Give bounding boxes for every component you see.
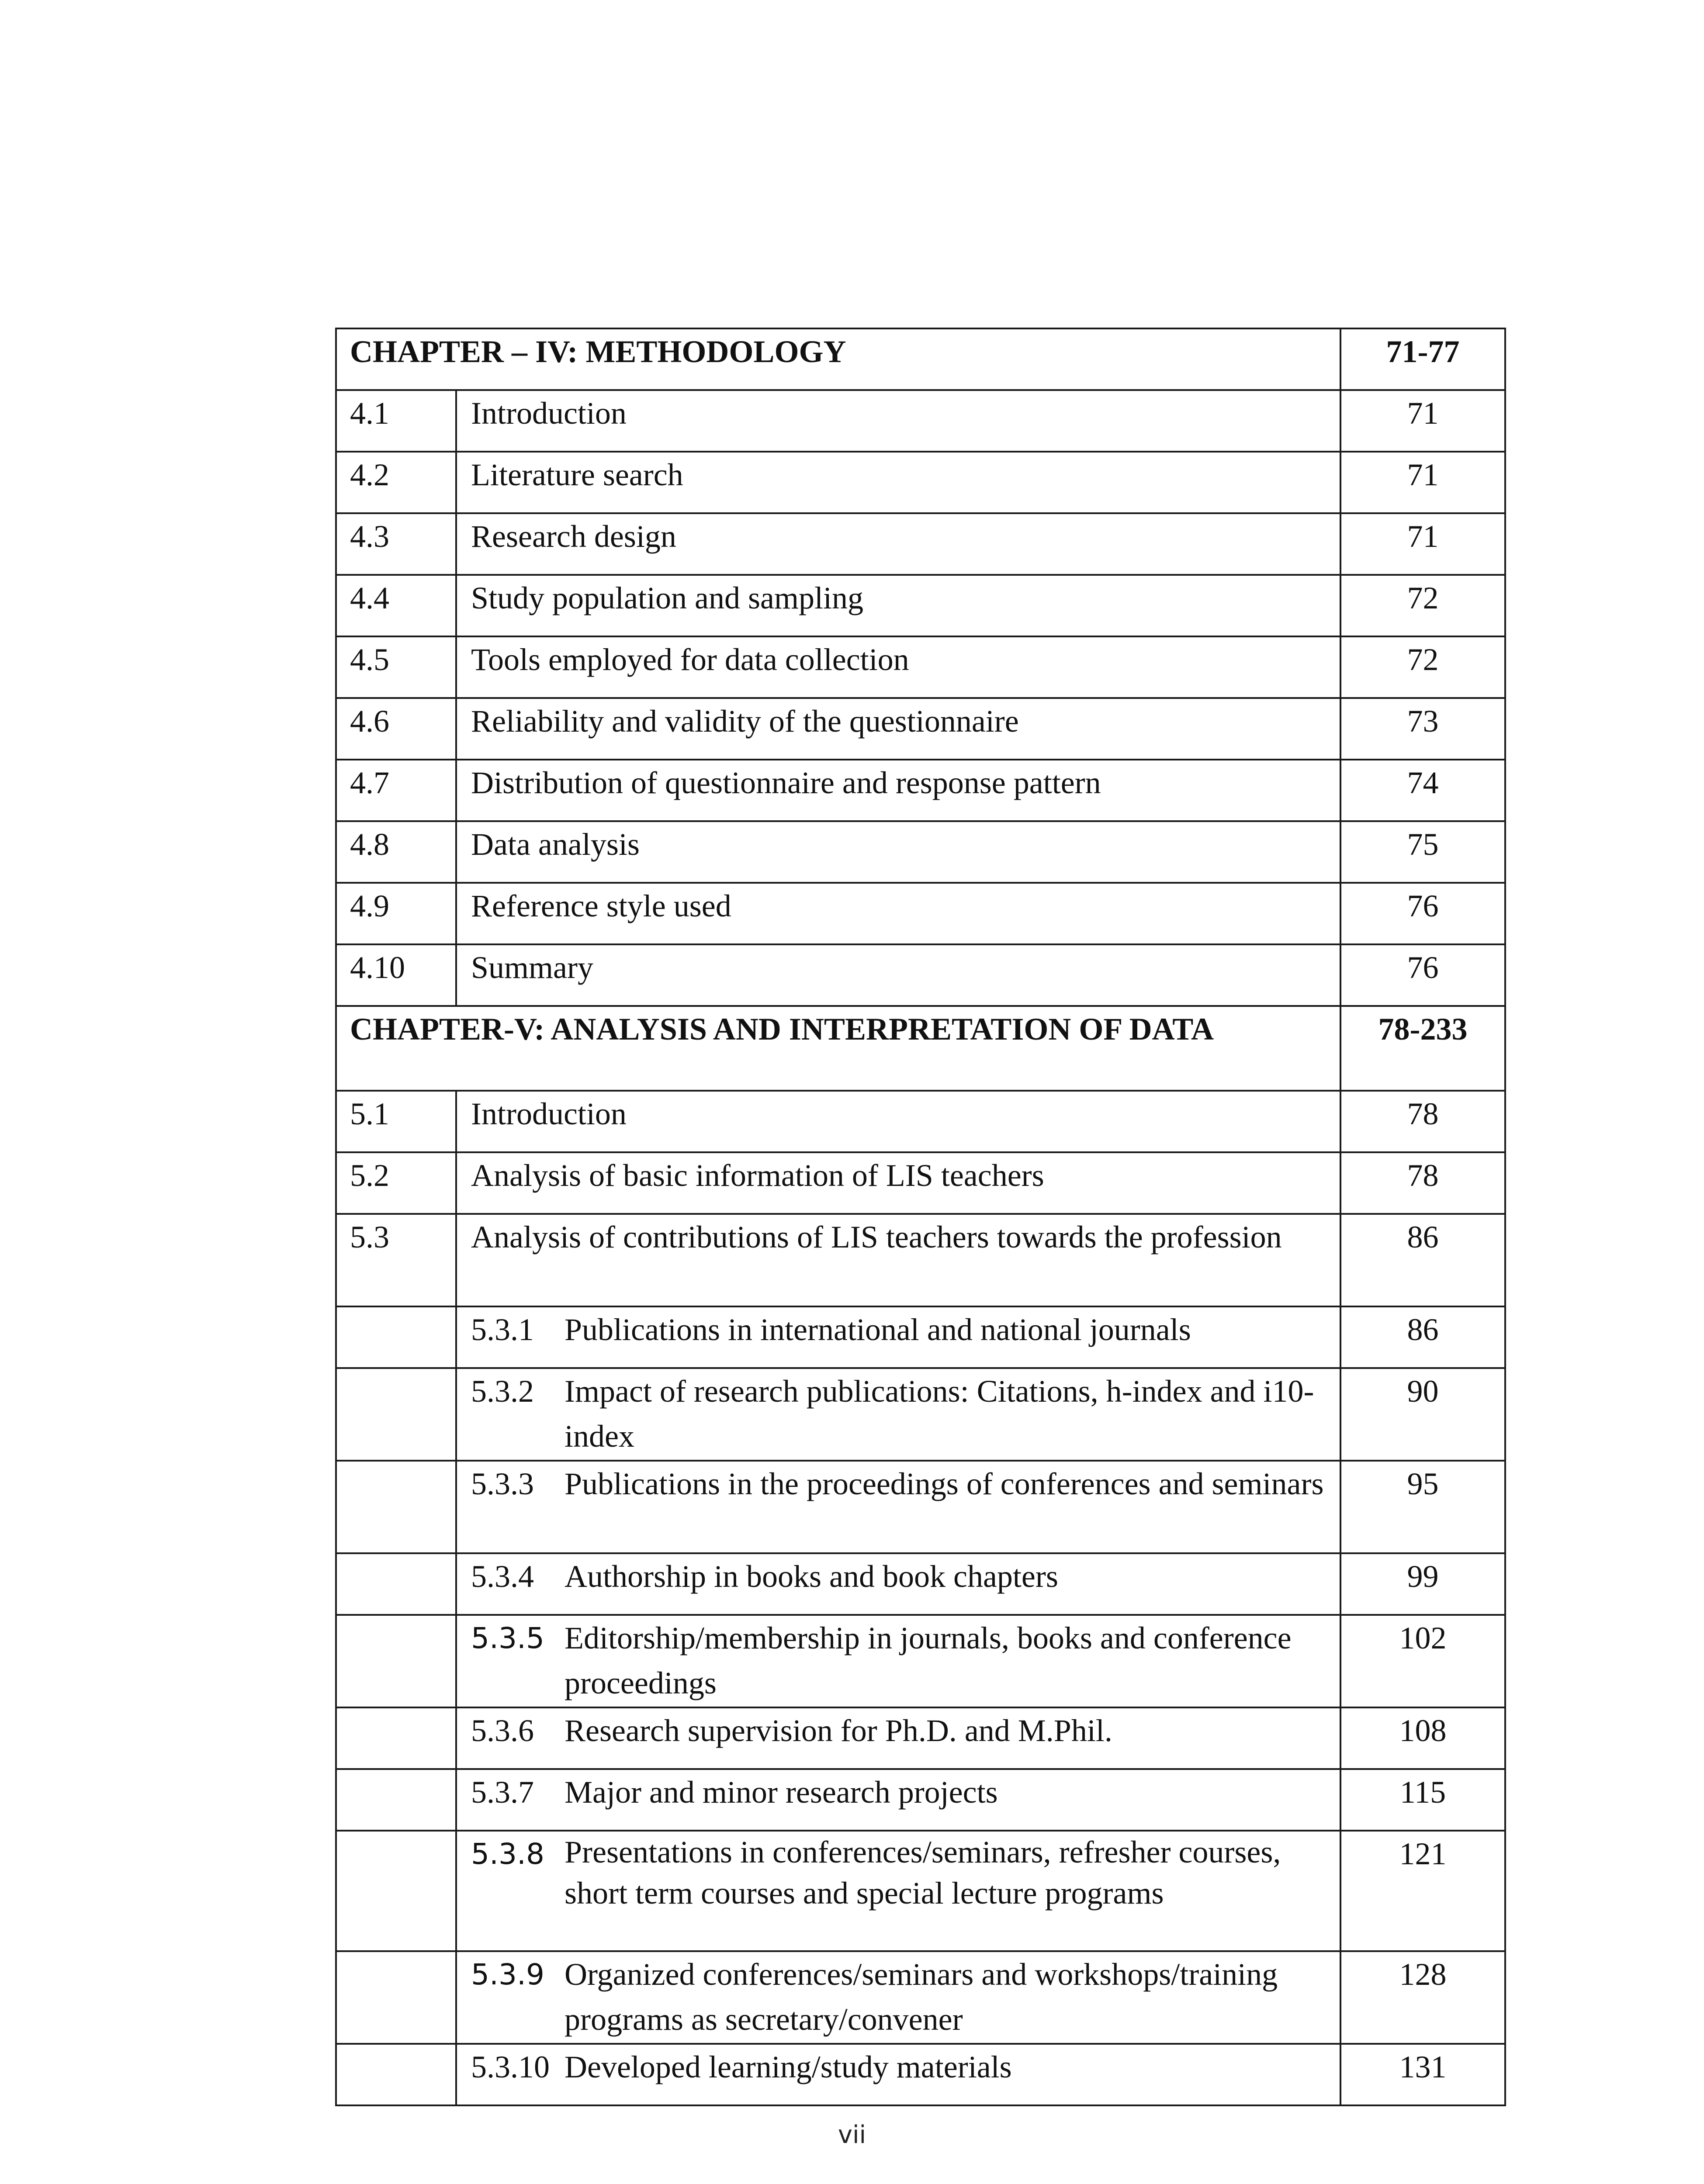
subsection-cell (456, 2044, 1340, 2105)
subsection-number: 5.3.9 (471, 1958, 544, 1991)
empty-number-cell (336, 1707, 456, 1769)
section-number: 4.8 (336, 821, 456, 883)
subsection-title: Organized conferences/seminars and workshops/training programs as secretary/convener (565, 1957, 1278, 2037)
empty-number-cell (336, 1306, 456, 1368)
subsection-title: Developed learning/study materials (565, 2049, 1012, 2084)
subsection-cell (456, 1306, 1340, 1368)
section-page: 73 (1340, 698, 1505, 760)
subsection-number: 5.3.7 (471, 1775, 534, 1810)
empty-number-cell (336, 1951, 456, 2044)
table-row (336, 2044, 1505, 2105)
chapter-row (336, 1006, 1505, 1091)
section-number: 4.7 (336, 760, 456, 821)
section-number: 4.2 (336, 452, 456, 513)
table-row (336, 452, 1505, 513)
empty-number-cell (336, 1368, 456, 1461)
subsection-title: Presentations in conferences/seminars, refresher courses, short term courses and special lecture programs (565, 1835, 1281, 1911)
section-number: 4.9 (336, 883, 456, 944)
section-number: 4.6 (336, 698, 456, 760)
section-page: 71 (1340, 390, 1505, 452)
table-row (336, 1951, 1505, 2044)
section-title: Summary (456, 944, 1340, 1006)
subsection-title: Publications in international and national journals (565, 1312, 1191, 1347)
section-title: Reliability and validity of the questionnaire (456, 698, 1340, 760)
subsection-cell (456, 1707, 1340, 1769)
section-title: Study population and sampling (456, 575, 1340, 636)
subsection-page: 99 (1340, 1553, 1505, 1615)
subsection-page: 115 (1340, 1769, 1505, 1831)
subsection-number: 5.3.3 (471, 1466, 534, 1501)
section-title: Reference style used (456, 883, 1340, 944)
subsection-number: 5.3.6 (471, 1713, 534, 1748)
section-page: 76 (1340, 883, 1505, 944)
section-number: 5.3 (336, 1214, 456, 1306)
subsection-title: Major and minor research projects (565, 1775, 998, 1810)
table-of-contents (335, 328, 1506, 2106)
subsection-title: Publications in the proceedings of conferences and seminars (565, 1466, 1324, 1501)
section-page: 78 (1340, 1152, 1505, 1214)
subsection-cell (456, 1553, 1340, 1615)
section-page: 71 (1340, 513, 1505, 575)
section-page: 75 (1340, 821, 1505, 883)
section-number: 4.3 (336, 513, 456, 575)
subsection-title: Impact of research publications: Citations, h-index and i10-index (565, 1374, 1314, 1454)
section-number: 4.4 (336, 575, 456, 636)
subsection-page: 108 (1340, 1707, 1505, 1769)
section-title: Distribution of questionnaire and response pattern (456, 760, 1340, 821)
table-row (336, 698, 1505, 760)
subsection-page: 128 (1340, 1951, 1505, 2044)
section-page: 74 (1340, 760, 1505, 821)
table-row (336, 390, 1505, 452)
section-number: 5.2 (336, 1152, 456, 1214)
subsection-page: 121 (1340, 1831, 1505, 1951)
section-number: 5.1 (336, 1091, 456, 1152)
subsection-cell (456, 1461, 1340, 1553)
subsection-page: 86 (1340, 1306, 1505, 1368)
section-page: 86 (1340, 1214, 1505, 1306)
empty-number-cell (336, 2044, 456, 2105)
subsection-cell (456, 1831, 1340, 1951)
subsection-number: 5.3.5 (471, 1621, 544, 1655)
empty-number-cell (336, 1461, 456, 1553)
subsection-number: 5.3.1 (471, 1312, 534, 1347)
subsection-page: 131 (1340, 2044, 1505, 2105)
subsection-number: 5.3.8 (471, 1837, 544, 1871)
section-number: 4.10 (336, 944, 456, 1006)
subsection-cell (456, 1951, 1340, 2044)
section-page: 71 (1340, 452, 1505, 513)
section-title: Tools employed for data collection (456, 636, 1340, 698)
section-title: Data analysis (456, 821, 1340, 883)
subsection-cell (456, 1368, 1340, 1461)
section-number: 4.1 (336, 390, 456, 452)
table-row (336, 1707, 1505, 1769)
table-row (336, 1461, 1505, 1553)
table-row (336, 1306, 1505, 1368)
table-row (336, 821, 1505, 883)
subsection-number: 5.3.2 (471, 1374, 534, 1409)
section-page: 76 (1340, 944, 1505, 1006)
section-title: Literature search (456, 452, 1340, 513)
chapter-row (336, 328, 1505, 390)
subsection-title: Editorship/membership in journals, books and conference proceedings (565, 1621, 1292, 1700)
section-title: Analysis of basic information of LIS teachers (456, 1152, 1340, 1214)
chapter-title: CHAPTER-V: ANALYSIS AND INTERPRETATION OF DATA (336, 1006, 1340, 1091)
subsection-number: 5.3.10 (471, 2049, 550, 2084)
subsection-page: 95 (1340, 1461, 1505, 1553)
chapter-pages: 78-233 (1340, 1006, 1505, 1091)
table-row (336, 575, 1505, 636)
table-row (336, 1831, 1505, 1951)
table-row (336, 1553, 1505, 1615)
section-page: 78 (1340, 1091, 1505, 1152)
empty-number-cell (336, 1615, 456, 1707)
table-row (336, 513, 1505, 575)
section-page: 72 (1340, 636, 1505, 698)
chapter-pages: 71-77 (1340, 328, 1505, 390)
table-row (336, 944, 1505, 1006)
section-title: Research design (456, 513, 1340, 575)
table-row (336, 760, 1505, 821)
page-number: vii (838, 2121, 866, 2149)
section-page: 72 (1340, 575, 1505, 636)
table-row (336, 1769, 1505, 1831)
table-row (336, 636, 1505, 698)
subsection-number: 5.3.4 (471, 1559, 534, 1594)
table-row (336, 883, 1505, 944)
subsection-page: 102 (1340, 1615, 1505, 1707)
table-row (336, 1214, 1505, 1306)
table-row (336, 1368, 1505, 1461)
subsection-title: Authorship in books and book chapters (565, 1559, 1058, 1594)
empty-number-cell (336, 1769, 456, 1831)
empty-number-cell (336, 1553, 456, 1615)
empty-number-cell (336, 1831, 456, 1951)
table-row (336, 1615, 1505, 1707)
section-title: Analysis of contributions of LIS teachers towards the profession (456, 1214, 1340, 1306)
section-number: 4.5 (336, 636, 456, 698)
table-row (336, 1091, 1505, 1152)
subsection-title: Research supervision for Ph.D. and M.Phil. (565, 1713, 1112, 1748)
subsection-cell (456, 1615, 1340, 1707)
subsection-page: 90 (1340, 1368, 1505, 1461)
chapter-title: CHAPTER – IV: METHODOLOGY (336, 328, 1340, 390)
section-title: Introduction (456, 390, 1340, 452)
table-row (336, 1152, 1505, 1214)
subsection-cell (456, 1769, 1340, 1831)
section-title: Introduction (456, 1091, 1340, 1152)
